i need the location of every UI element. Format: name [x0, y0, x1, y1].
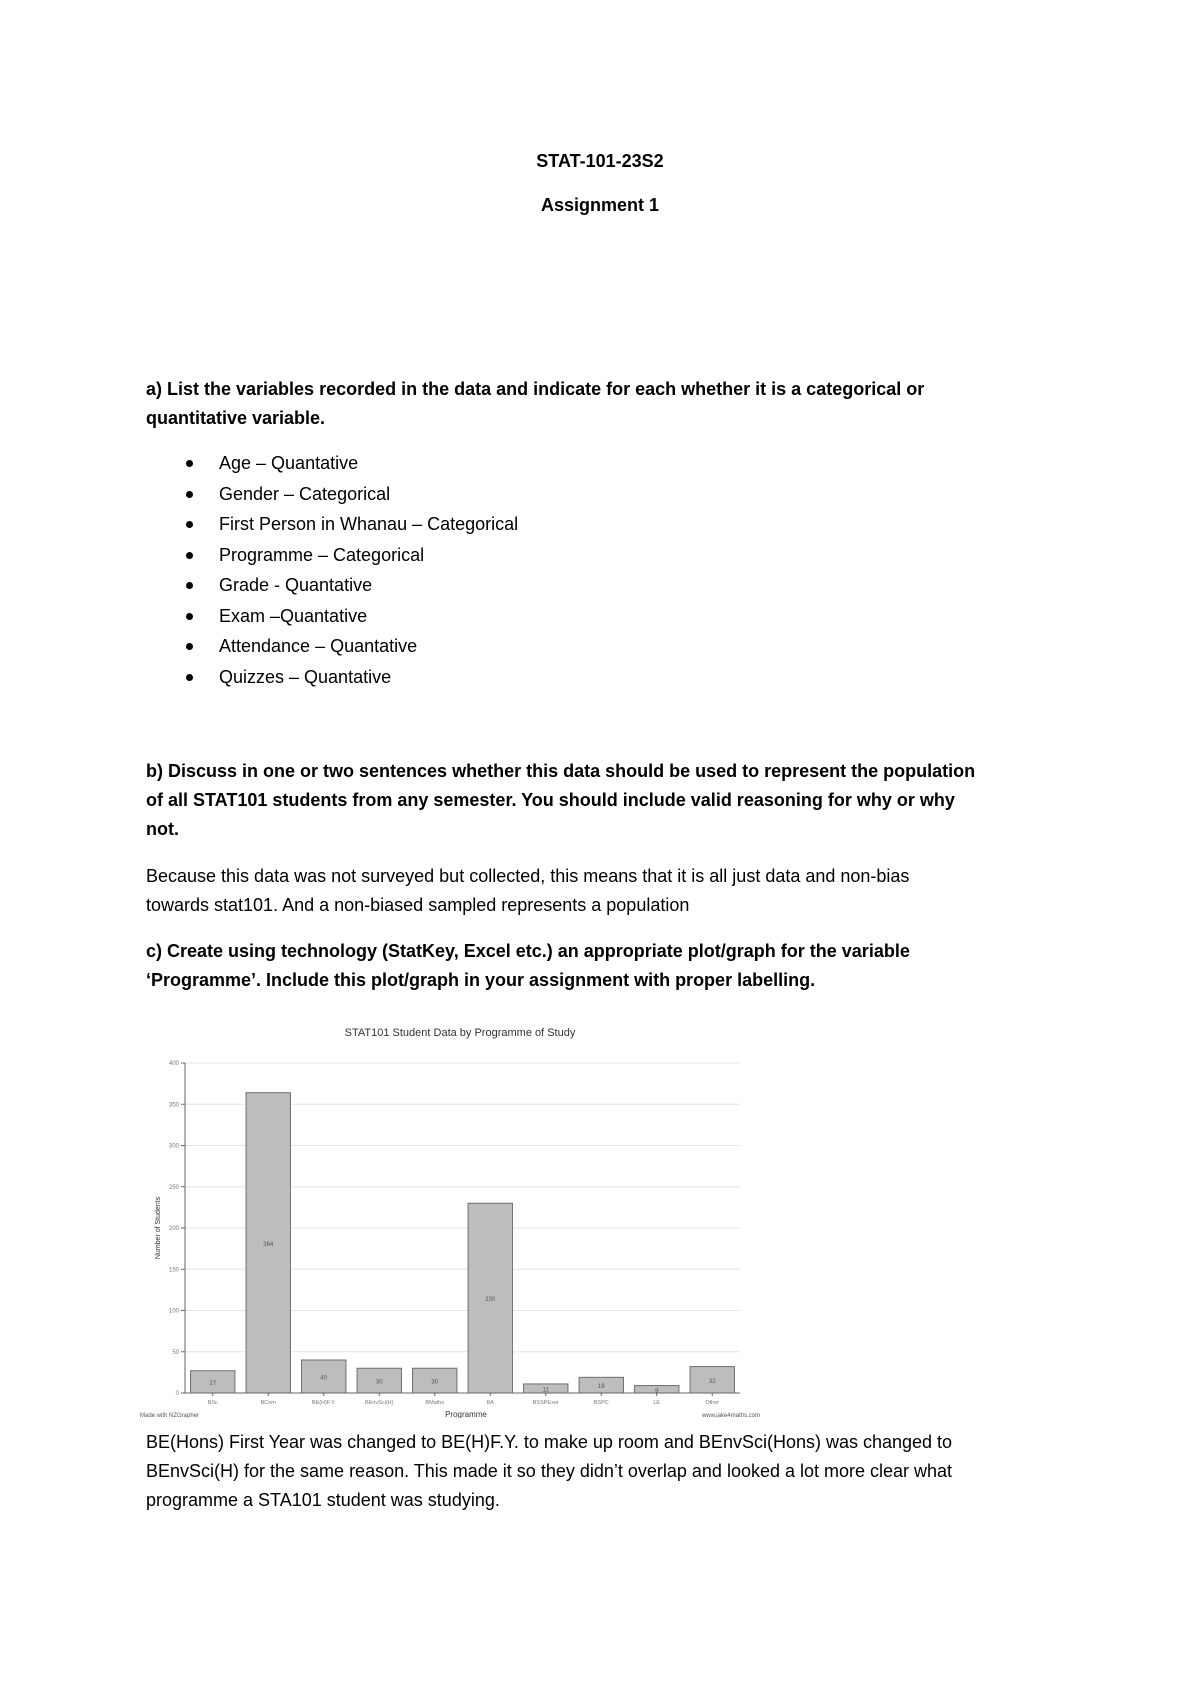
y-tick-label: 0 — [175, 1391, 179, 1397]
y-tick-label: 100 — [168, 1308, 179, 1315]
list-item — [146, 570, 518, 601]
list-item — [146, 540, 518, 571]
y-tick-label: 200 — [168, 1226, 179, 1232]
x-tick-label: BE(H)F.Y. — [311, 1400, 336, 1406]
variable-text: Programme – Categorical — [219, 544, 425, 565]
y-tick-label: 50 — [172, 1349, 179, 1356]
programme-bar-chart — [140, 1018, 760, 1418]
variable-text: Age – Quantative — [219, 453, 359, 473]
list-item — [146, 631, 518, 662]
bar-value-label: 27 — [209, 1380, 217, 1387]
chart-y-axis-label: Number of Students — [155, 1196, 162, 1260]
question-c-answer — [146, 1428, 1076, 1515]
x-tick-label: Other — [705, 1400, 720, 1406]
x-tick-label: BCom — [260, 1400, 276, 1406]
list-item — [146, 601, 518, 632]
question-c-line1: c) Create using technology (StatKey, Excel etc.) an appropriate plot/graph for the variable — [146, 941, 910, 961]
y-tick-label: 300 — [168, 1143, 179, 1150]
list-item — [146, 509, 518, 540]
answer-c-line2: BEnvSci(H) for the same reason. This made it so they didn’t overlap and looked a lot more clear what — [146, 1461, 953, 1481]
bar-value-label: 364 — [263, 1241, 274, 1248]
variable-text: Gender – Categorical — [219, 483, 391, 504]
answer-b-line2: towards stat101. And a non-biased sampled represents a population — [146, 895, 690, 915]
bullet-icon — [186, 643, 193, 650]
x-tick-label: BSSPExer — [532, 1400, 559, 1406]
chart-x-axis-label: Programme — [445, 1410, 487, 1418]
course-code: STAT-101-23S2 — [536, 151, 664, 171]
bullet-icon — [186, 460, 193, 467]
y-tick-label: 150 — [168, 1267, 179, 1274]
variable-list — [146, 448, 518, 692]
chart-title: STAT101 Student Data by Programme of Study — [344, 1027, 576, 1039]
list-item — [146, 662, 518, 693]
question-c-prompt — [146, 937, 1066, 995]
question-a-prompt — [146, 375, 1066, 433]
bar-value-label: 230 — [485, 1297, 496, 1304]
chart-bars — [191, 1093, 735, 1395]
bar-value-label: 19 — [597, 1384, 605, 1391]
assignment-title: Assignment 1 — [540, 195, 660, 215]
variable-text: Exam –Quantative — [219, 605, 368, 626]
x-tick-label: BSPC — [593, 1400, 609, 1406]
bullet-icon — [186, 552, 193, 559]
y-tick-label: 350 — [168, 1102, 179, 1109]
variable-text: Attendance – Quantative — [219, 636, 418, 656]
question-b-answer — [146, 862, 1076, 920]
bullet-icon — [186, 521, 193, 528]
question-b-prompt — [146, 757, 1066, 844]
answer-b-line1: Because this data was not surveyed but collected, this means that it is all just data and non-bias — [146, 866, 910, 886]
question-b-line1: b) Discuss in one or two sentences whether this data should be used to represent the population — [146, 761, 976, 781]
answer-c-line1: BE(Hons) First Year was changed to BE(H)F.Y. to make up room and BEnvSci(Hons) was changed to — [146, 1432, 953, 1452]
bar-value-label: 30 — [375, 1379, 383, 1386]
x-tick-label: BMaths — [425, 1400, 445, 1406]
bullet-icon — [186, 582, 193, 589]
variable-text: First Person in Whanau – Categorical — [219, 514, 519, 534]
x-tick-label: BA — [486, 1400, 494, 1406]
bar-value-label: 32 — [708, 1378, 716, 1385]
bullet-icon — [186, 613, 193, 620]
question-b-line2: of all STAT101 students from any semester. You should include valid reasoning for why or why — [146, 790, 955, 810]
chart-footer-left: Made with NZGrapher — [140, 1413, 200, 1418]
question-c-line2: ‘Programme’. Include this plot/graph in your assignment with proper labelling. — [146, 970, 816, 990]
bar-value-label: 40 — [320, 1375, 328, 1382]
x-tick-label: LE — [653, 1400, 661, 1406]
y-tick-label: 400 — [168, 1061, 179, 1067]
answer-c-line3: programme a STA101 student was studying. — [146, 1490, 500, 1510]
y-tick-label: 250 — [168, 1184, 179, 1191]
x-tick-label: BSc — [207, 1400, 218, 1406]
question-a-line1: a) List the variables recorded in the data and indicate for each whether it is a categorical or — [146, 379, 925, 399]
bar-value-label: 11 — [542, 1387, 549, 1394]
chart-footer-right: www.jake4maths.com — [701, 1413, 760, 1418]
question-a-line2: quantitative variable. — [146, 408, 326, 428]
variable-text: Quizzes – Quantative — [219, 666, 392, 687]
bullet-icon — [186, 491, 193, 498]
list-item — [146, 448, 518, 479]
bar-value-label: 30 — [431, 1379, 439, 1386]
bar-value-label: 9 — [655, 1388, 659, 1395]
variable-text: Grade - Quantative — [219, 575, 373, 595]
question-b-line3: not. — [146, 819, 179, 839]
bullet-icon — [186, 674, 193, 681]
x-tick-label: BEnvSci(H) — [365, 1400, 394, 1406]
list-item — [146, 479, 518, 510]
